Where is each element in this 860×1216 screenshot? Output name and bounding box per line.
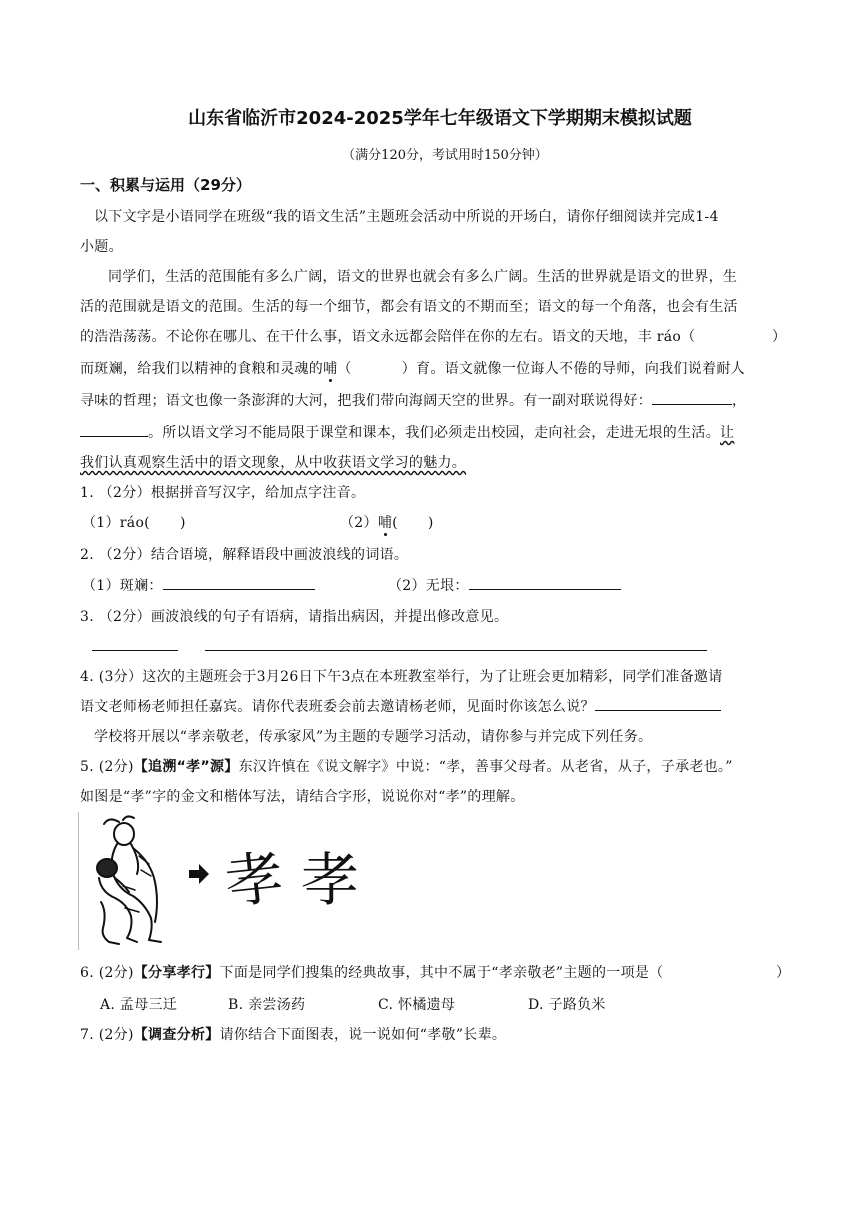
bronze-glyph: 孝 [221,843,287,917]
xiao-character-figure [78,812,379,950]
answer-blank[interactable] [163,575,315,590]
option-b[interactable]: B. 亲尝汤药 [228,997,306,1013]
question-tag: 【调查分析】 [133,1027,220,1043]
passage-line [80,326,695,346]
section-heading: 一、积累与运用（29分） [80,176,251,194]
question-2-part-b: （2）无垠： [388,575,621,595]
answer-blank[interactable] [92,650,178,651]
question-1-part-a: （1）ráo( ) [82,515,186,531]
wavy-sentence: 让 [720,425,735,441]
answer-blank[interactable] [469,575,621,590]
passage-text: 。所以语文学习不能局限于课堂和课本，我们必须走出校园，走向社会，走进无垠的生活。 [148,425,720,441]
option-d[interactable]: D. 子路负米 [528,997,606,1013]
question-6-line: 6. (2分)【分享孝行】下面是同学们搜集的经典故事，其中不属于“孝亲敬老”主题的一项是（ [80,965,664,981]
dotted-char: 哺 [323,361,338,377]
passage-text: 寻味的哲理；语文也像一条澎湃的大河，把我们带向海阔天空的世界。有一副对联说得好： [80,393,652,409]
question-5-line: 5. (2分)【追溯“孝”源】东汉许慎在《说文解字》中说：“孝，善事父母者。从老省，从子，子承老也。” [80,759,733,775]
wavy-sentence: 我们认真观察生活中的语文现象，从中收获语文学习的魅力。 [80,455,467,471]
question-2-part-a: （1）斑斓： [82,575,315,595]
couplet-blank-2[interactable] [80,422,148,437]
question-4-line: 语文老师杨老师担任嘉宾。请你代表班委会前去邀请杨老师，见面时你该怎么说？ [80,696,721,716]
question-tag: 【追溯“孝”源】 [133,759,239,775]
passage-text: ， [732,393,747,409]
intro-line: 以下文字是小语同学在班级“我的语文生活”主题班会活动中所说的开场白，请你仔细阅读并完成1-4 [94,209,719,225]
question-5-line: 如图是“孝”字的金文和楷体写法，请结合字形，说说你对“孝”的理解。 [80,789,525,805]
question-1-part-b: （2）哺( ) [340,515,434,531]
couplet-blank-1[interactable] [652,390,732,405]
answer-blank[interactable] [595,696,721,711]
passage-line [80,422,734,442]
intro-line: 小题。 [80,239,123,255]
arrow-icon [189,864,209,884]
passage-text: 而斑斓，给我们以精神的食粮和灵魂的 [80,361,324,377]
answer-bracket: ） [776,965,791,981]
question-7-line: 7. (2分)【调查分析】请你结合下面图表，说一说如何“孝敬”长辈。 [80,1027,507,1043]
passage-text: ）育。语文就像一位诲人不倦的导师，向我们说着耐人 [401,361,745,377]
passage-bracket: ） [772,329,787,345]
option-a[interactable]: A. 孟母三迁 [100,997,178,1013]
dotted-char: 哺 [377,515,393,531]
option-c[interactable]: C. 怀橘遗母 [378,997,456,1013]
passage-line: 同学们，生活的范围能有多么广阔，语文的世界也就会有多么广阔。生活的世界就是语文的世界，生 [108,269,738,285]
question-tag: 【分享孝行】 [133,965,220,981]
answer-blank[interactable] [205,650,707,651]
question-1-stem: 1. （2分）根据拼音写汉字，给加点字注音。 [80,485,366,501]
passage-line [80,390,746,410]
question-4-line: 4. (3分）这次的主题班会于3月26日下午3点在本班教室举行，为了让班会更加精彩，同学们准备邀请 [80,669,723,685]
elder-carrying-child-illustration [79,812,379,950]
passage-line: 活的范围就是语文的范围。生活的每一个细节，都会有语文的不期而至；语文的每一个角落，也会有生活 [80,299,738,315]
page-title: 山东省临沂市2024-2025学年七年级语文下学期期末模拟试题 [188,108,692,129]
passage-line [80,452,466,472]
kaishu-glyph: 孝 [301,846,360,914]
passage-text: （ [337,361,352,377]
question-3-stem: 3. （2分）画波浪线的句子有语病，请指出病因，并提出修改意见。 [80,609,509,625]
question-2-stem: 2. （2分）结合语境，解释语段中画波浪线的词语。 [80,547,409,563]
page-subtitle: （满分120分，考试用时150分钟） [342,148,548,163]
passage-line [80,358,745,378]
activity-intro: 学校将开展以“孝亲敬老，传承家风”为主题的专题学习活动，请你参与并完成下列任务。 [94,729,653,745]
passage-text: 的浩浩荡荡。不论你在哪儿、在干什么事，语文永远都会陪伴在你的左右。语文的天地，丰 ráo（ [80,329,696,345]
